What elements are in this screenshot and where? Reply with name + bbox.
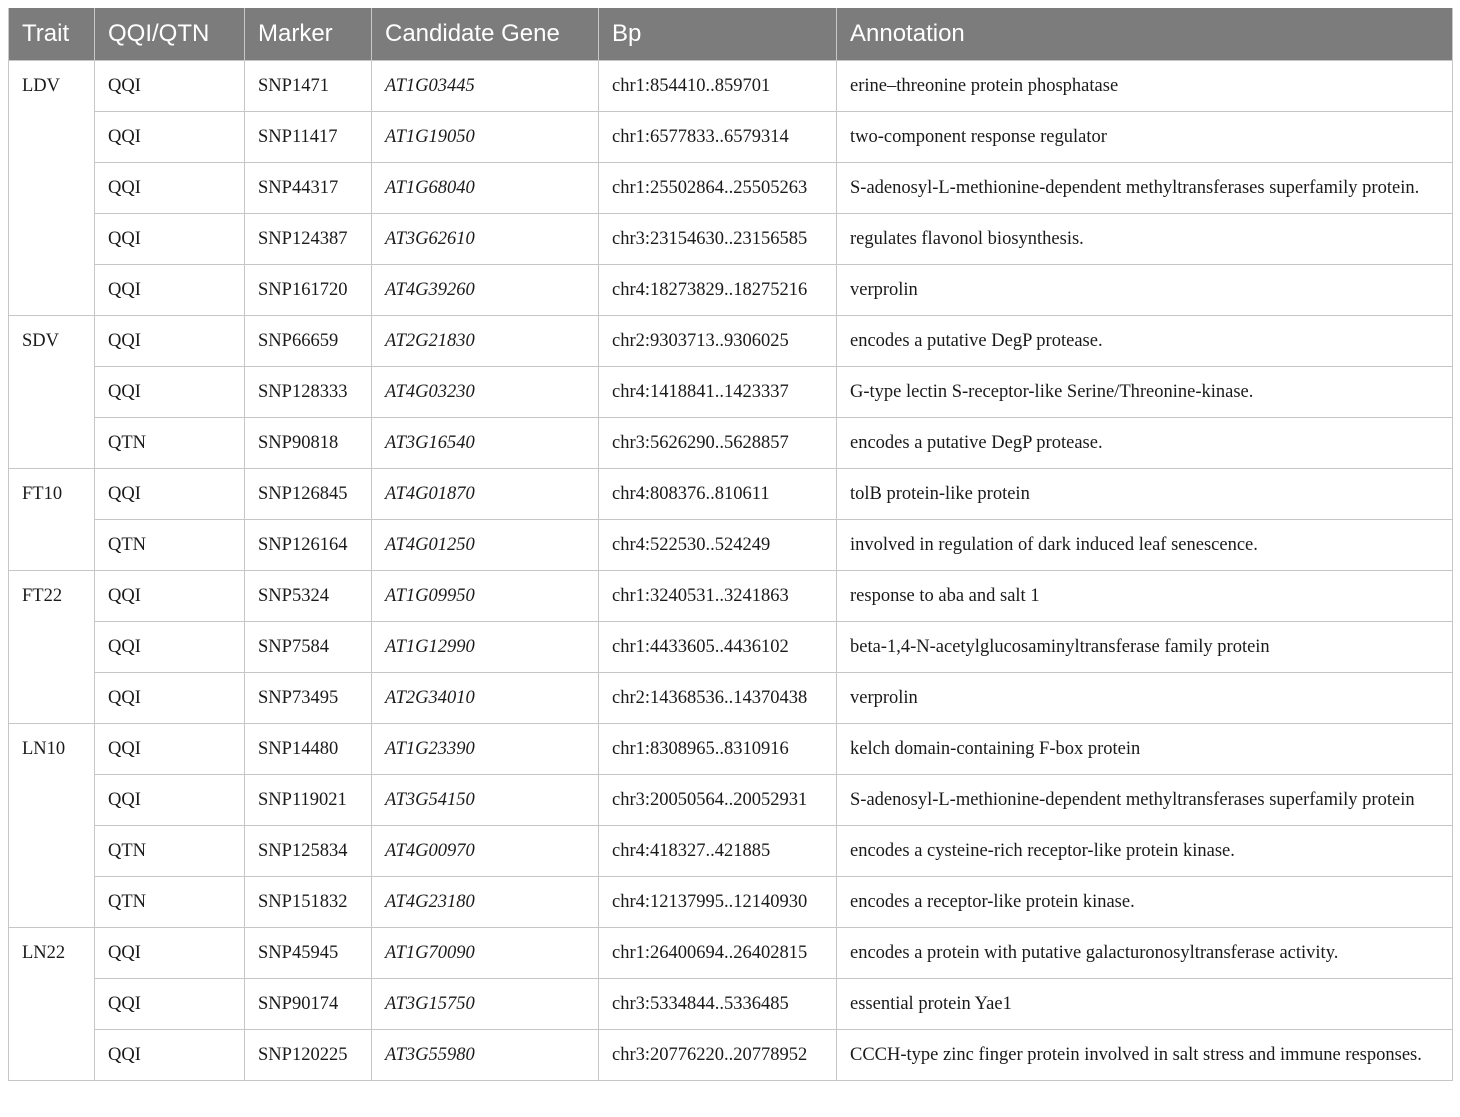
table-row xyxy=(9,316,1453,367)
marker-cell: SNP128333 xyxy=(245,367,372,418)
table-row xyxy=(9,979,1453,1030)
type-cell: QQI xyxy=(95,112,245,163)
header-candidate-gene: Candidate Gene xyxy=(372,8,599,61)
marker-cell: SNP11417 xyxy=(245,112,372,163)
annotation-cell: verprolin xyxy=(837,265,1453,316)
annotation-cell: essential protein Yae1 xyxy=(837,979,1453,1030)
candidate-gene-cell: AT4G03230 xyxy=(372,367,599,418)
candidate-gene-cell: AT3G16540 xyxy=(372,418,599,469)
table-row xyxy=(9,520,1453,571)
candidate-gene-cell: AT1G23390 xyxy=(372,724,599,775)
marker-cell: SNP14480 xyxy=(245,724,372,775)
candidate-gene-cell: AT1G09950 xyxy=(372,571,599,622)
bp-cell: chr1:3240531..3241863 xyxy=(599,571,837,622)
type-cell: QQI xyxy=(95,265,245,316)
type-cell: QQI xyxy=(95,571,245,622)
header-qqi-qtn: QQI/QTN xyxy=(95,8,245,61)
candidate-gene-cell: AT2G34010 xyxy=(372,673,599,724)
type-cell: QQI xyxy=(95,214,245,265)
bp-cell: chr2:9303713..9306025 xyxy=(599,316,837,367)
annotation-cell: kelch domain-containing F-box protein xyxy=(837,724,1453,775)
marker-cell: SNP125834 xyxy=(245,826,372,877)
annotation-cell: S-adenosyl-L-methionine-dependent methyltransferases superfamily protein xyxy=(837,775,1453,826)
type-cell: QTN xyxy=(95,877,245,928)
bp-cell: chr3:5626290..5628857 xyxy=(599,418,837,469)
marker-cell: SNP73495 xyxy=(245,673,372,724)
table-row xyxy=(9,571,1453,622)
header-trait: Trait xyxy=(9,8,95,61)
candidate-gene-cell: AT4G01870 xyxy=(372,469,599,520)
bp-cell: chr1:8308965..8310916 xyxy=(599,724,837,775)
table-row xyxy=(9,214,1453,265)
table-row xyxy=(9,265,1453,316)
trait-cell: FT10 xyxy=(9,469,95,571)
trait-cell: LN22 xyxy=(9,928,95,1081)
candidate-gene-cell: AT4G00970 xyxy=(372,826,599,877)
table-row xyxy=(9,469,1453,520)
marker-cell: SNP44317 xyxy=(245,163,372,214)
header-annotation: Annotation xyxy=(837,8,1453,61)
table-row xyxy=(9,163,1453,214)
annotation-cell: tolB protein-like protein xyxy=(837,469,1453,520)
table-row xyxy=(9,418,1453,469)
bp-cell: chr4:522530..524249 xyxy=(599,520,837,571)
qtn-table xyxy=(8,8,1453,1081)
table-body xyxy=(9,61,1453,1081)
type-cell: QQI xyxy=(95,724,245,775)
annotation-cell: involved in regulation of dark induced leaf senescence. xyxy=(837,520,1453,571)
type-cell: QQI xyxy=(95,163,245,214)
marker-cell: SNP119021 xyxy=(245,775,372,826)
annotation-cell: S-adenosyl-L-methionine-dependent methyltransferases superfamily protein. xyxy=(837,163,1453,214)
annotation-cell: regulates flavonol biosynthesis. xyxy=(837,214,1453,265)
marker-cell: SNP45945 xyxy=(245,928,372,979)
trait-cell: SDV xyxy=(9,316,95,469)
annotation-cell: erine–threonine protein phosphatase xyxy=(837,61,1453,112)
annotation-cell: verprolin xyxy=(837,673,1453,724)
marker-cell: SNP90818 xyxy=(245,418,372,469)
candidate-gene-cell: AT1G70090 xyxy=(372,928,599,979)
bp-cell: chr3:20050564..20052931 xyxy=(599,775,837,826)
marker-cell: SNP120225 xyxy=(245,1030,372,1081)
bp-cell: chr1:4433605..4436102 xyxy=(599,622,837,673)
type-cell: QQI xyxy=(95,928,245,979)
type-cell: QQI xyxy=(95,979,245,1030)
table-row xyxy=(9,622,1453,673)
type-cell: QQI xyxy=(95,1030,245,1081)
table-row xyxy=(9,724,1453,775)
header-marker: Marker xyxy=(245,8,372,61)
trait-cell: LDV xyxy=(9,61,95,316)
type-cell: QQI xyxy=(95,367,245,418)
bp-cell: chr3:5334844..5336485 xyxy=(599,979,837,1030)
annotation-cell: G-type lectin S-receptor-like Serine/Threonine-kinase. xyxy=(837,367,1453,418)
marker-cell: SNP161720 xyxy=(245,265,372,316)
type-cell: QTN xyxy=(95,418,245,469)
candidate-gene-cell: AT4G23180 xyxy=(372,877,599,928)
bp-cell: chr4:18273829..18275216 xyxy=(599,265,837,316)
bp-cell: chr1:26400694..26402815 xyxy=(599,928,837,979)
marker-cell: SNP5324 xyxy=(245,571,372,622)
table-row xyxy=(9,112,1453,163)
type-cell: QQI xyxy=(95,673,245,724)
type-cell: QQI xyxy=(95,469,245,520)
type-cell: QQI xyxy=(95,316,245,367)
candidate-gene-cell: AT1G19050 xyxy=(372,112,599,163)
table-row xyxy=(9,1030,1453,1081)
trait-cell: FT22 xyxy=(9,571,95,724)
bp-cell: chr4:418327..421885 xyxy=(599,826,837,877)
bp-cell: chr1:6577833..6579314 xyxy=(599,112,837,163)
table-row xyxy=(9,673,1453,724)
table-row xyxy=(9,775,1453,826)
type-cell: QQI xyxy=(95,61,245,112)
marker-cell: SNP151832 xyxy=(245,877,372,928)
marker-cell: SNP124387 xyxy=(245,214,372,265)
bp-cell: chr3:20776220..20778952 xyxy=(599,1030,837,1081)
marker-cell: SNP126845 xyxy=(245,469,372,520)
annotation-cell: encodes a putative DegP protease. xyxy=(837,418,1453,469)
trait-cell: LN10 xyxy=(9,724,95,928)
bp-cell: chr3:23154630..23156585 xyxy=(599,214,837,265)
annotation-cell: encodes a cysteine-rich receptor-like protein kinase. xyxy=(837,826,1453,877)
candidate-gene-cell: AT2G21830 xyxy=(372,316,599,367)
bp-cell: chr4:1418841..1423337 xyxy=(599,367,837,418)
table-row xyxy=(9,928,1453,979)
candidate-gene-cell: AT3G62610 xyxy=(372,214,599,265)
candidate-gene-cell: AT4G01250 xyxy=(372,520,599,571)
annotation-cell: encodes a receptor-like protein kinase. xyxy=(837,877,1453,928)
table-row xyxy=(9,367,1453,418)
marker-cell: SNP126164 xyxy=(245,520,372,571)
marker-cell: SNP90174 xyxy=(245,979,372,1030)
table-row xyxy=(9,61,1453,112)
marker-cell: SNP7584 xyxy=(245,622,372,673)
marker-cell: SNP1471 xyxy=(245,61,372,112)
type-cell: QQI xyxy=(95,622,245,673)
annotation-cell: two-component response regulator xyxy=(837,112,1453,163)
bp-cell: chr2:14368536..14370438 xyxy=(599,673,837,724)
candidate-gene-cell: AT3G54150 xyxy=(372,775,599,826)
marker-cell: SNP66659 xyxy=(245,316,372,367)
header-row xyxy=(9,8,1453,61)
candidate-gene-cell: AT1G03445 xyxy=(372,61,599,112)
candidate-gene-cell: AT1G68040 xyxy=(372,163,599,214)
bp-cell: chr4:808376..810611 xyxy=(599,469,837,520)
bp-cell: chr1:854410..859701 xyxy=(599,61,837,112)
bp-cell: chr4:12137995..12140930 xyxy=(599,877,837,928)
candidate-gene-cell: AT3G55980 xyxy=(372,1030,599,1081)
candidate-gene-cell: AT1G12990 xyxy=(372,622,599,673)
annotation-cell: CCCH-type zinc finger protein involved in salt stress and immune responses. xyxy=(837,1030,1453,1081)
annotation-cell: encodes a protein with putative galacturonosyltransferase activity. xyxy=(837,928,1453,979)
bp-cell: chr1:25502864..25505263 xyxy=(599,163,837,214)
type-cell: QTN xyxy=(95,826,245,877)
type-cell: QTN xyxy=(95,520,245,571)
annotation-cell: response to aba and salt 1 xyxy=(837,571,1453,622)
annotation-cell: beta-1,4-N-acetylglucosaminyltransferase family protein xyxy=(837,622,1453,673)
header-bp: Bp xyxy=(599,8,837,61)
candidate-gene-cell: AT4G39260 xyxy=(372,265,599,316)
type-cell: QQI xyxy=(95,775,245,826)
annotation-cell: encodes a putative DegP protease. xyxy=(837,316,1453,367)
candidate-gene-cell: AT3G15750 xyxy=(372,979,599,1030)
table-row xyxy=(9,877,1453,928)
table-row xyxy=(9,826,1453,877)
